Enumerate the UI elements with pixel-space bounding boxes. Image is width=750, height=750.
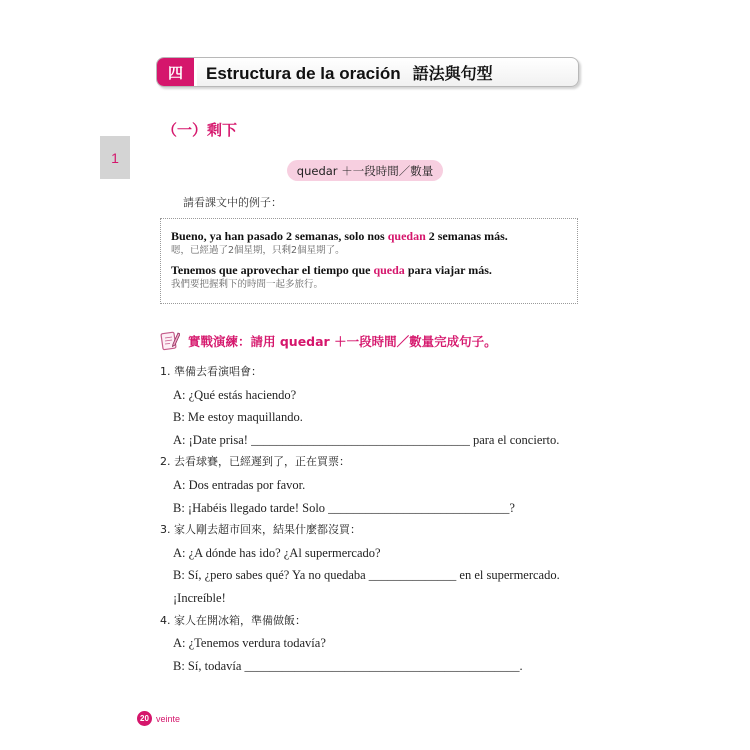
exercise-line: A: ¿Tenemos verdura todavía? bbox=[173, 636, 326, 651]
grammar-point-pill: quedar ＋一段時間／數量 bbox=[287, 160, 443, 181]
practice-header bbox=[160, 330, 497, 352]
example-es-text: Tenemos que aprovechar el tiempo que bbox=[171, 263, 374, 277]
section-title-es: Estructura de la oración bbox=[206, 63, 401, 83]
subsection-title: （一）剩下 bbox=[162, 121, 238, 139]
section-number-badge: 四 bbox=[157, 58, 197, 86]
exercise-blank-line[interactable]: A: ¡Date prisa! ___________________________________ para el concierto. bbox=[173, 432, 560, 447]
section-title bbox=[197, 61, 493, 84]
example-box bbox=[160, 218, 578, 304]
example-es-text: 2 semanas más. bbox=[425, 229, 508, 243]
intro-text: 請看課文中的例子： bbox=[183, 196, 282, 209]
page-number-badge: 20 bbox=[137, 711, 152, 726]
exercise-list bbox=[160, 362, 580, 678]
exercise-heading: 3. 家人剛去超市回來，結果什麼都沒買： bbox=[160, 523, 361, 537]
exercise-blank-line[interactable]: B: Sí, todavía ____________________________________________. bbox=[173, 658, 523, 673]
example-sentence-es bbox=[171, 263, 577, 278]
example-es-text: para viajar más. bbox=[404, 263, 492, 277]
section-title-zh: 語法與句型 bbox=[412, 63, 493, 83]
example-translation-zh: 嗯，已經過了2個星期，只剩2個星期了。 bbox=[171, 245, 345, 256]
example-translation-zh: 我們要把握剩下的時間一起多旅行。 bbox=[171, 279, 324, 290]
exercise-line: B: Me estoy maquillando. bbox=[173, 410, 303, 425]
exercise-line: A: ¿A dónde has ido? ¿Al supermercado? bbox=[173, 545, 381, 560]
exercise-heading: 4. 家人在開冰箱，準備做飯： bbox=[160, 613, 306, 627]
example-sentence-es bbox=[171, 229, 577, 244]
page-number-word: veinte bbox=[156, 713, 181, 724]
chapter-side-tab: 1 bbox=[100, 136, 130, 179]
example-es-text: Bueno, ya han pasado 2 semanas, solo nos bbox=[171, 229, 388, 243]
practice-title: 實戰演練：請用 quedar ＋一段時間／數量完成句子。 bbox=[188, 334, 497, 349]
example-highlight: quedan bbox=[387, 229, 426, 243]
exercise-line: A: Dos entradas por favor. bbox=[173, 477, 306, 492]
pencil-paper-icon bbox=[160, 330, 180, 352]
page-footer bbox=[137, 711, 180, 726]
exercise-blank-line[interactable]: B: Sí, ¿pero sabes qué? Ya no quedaba ______________ en el supermercado. bbox=[173, 568, 560, 583]
example-highlight: queda bbox=[373, 263, 405, 277]
exercise-line: A: ¿Qué estás haciendo? bbox=[173, 387, 297, 402]
exercise-heading: 1. 準備去看演唱會： bbox=[160, 365, 262, 378]
exercise-blank-line[interactable]: B: ¡Habéis llegado tarde! Solo _____________________________? bbox=[173, 500, 515, 515]
exercise-heading: 2. 去看球賽，已經遲到了，正在買票： bbox=[160, 455, 350, 469]
exercise-line: ¡Increíble! bbox=[173, 590, 226, 605]
section-header-bar bbox=[156, 57, 579, 87]
